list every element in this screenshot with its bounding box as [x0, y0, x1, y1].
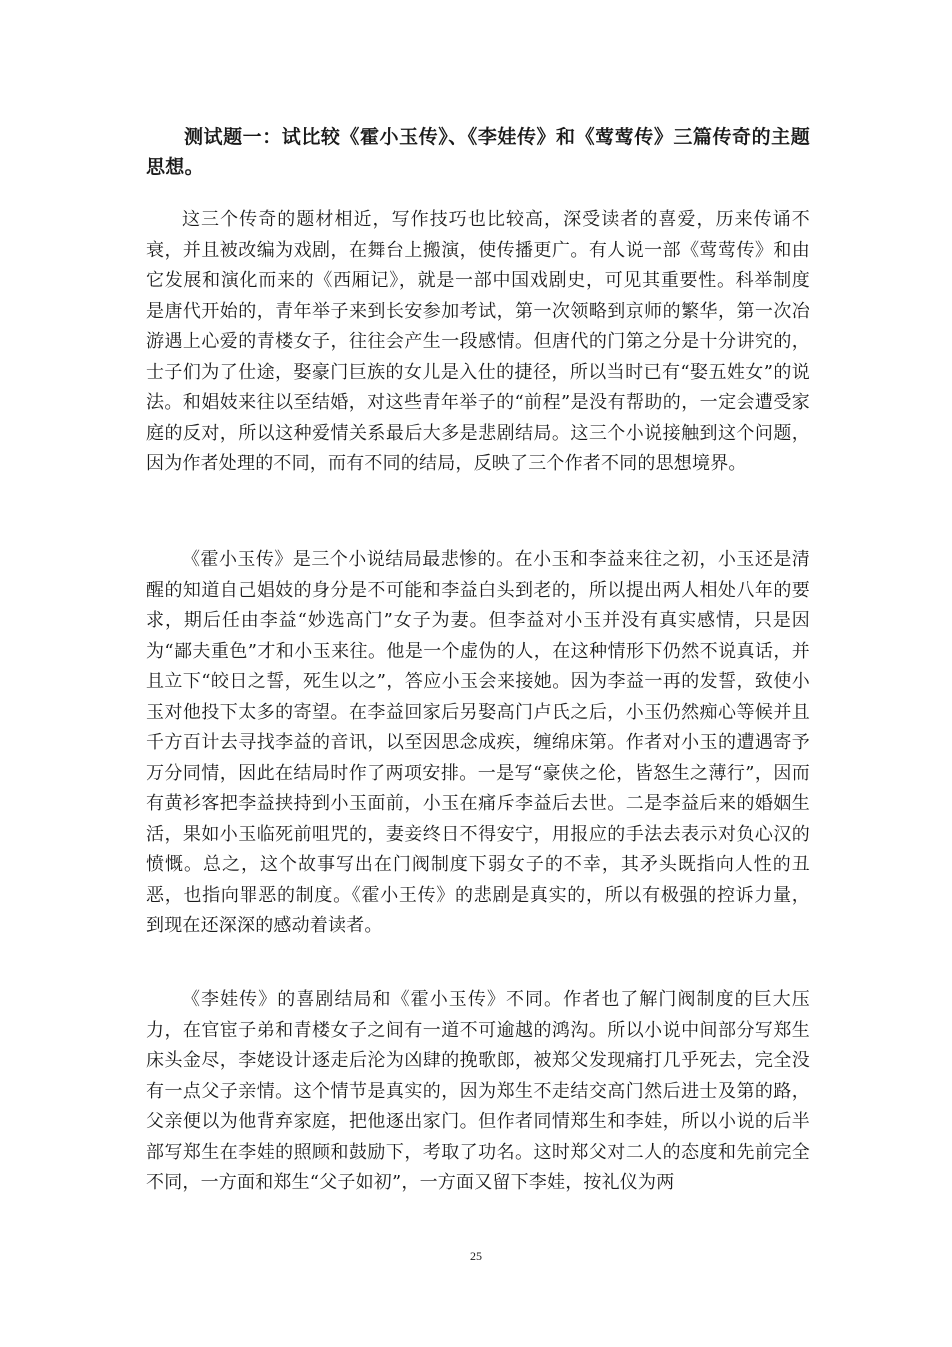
paragraph-li-wa: 《李娃传》的喜剧结局和《霍小玉传》不同。作者也了解门阀制度的巨大压力，在官宦子弟和青楼女子之间有一道不可逾越的鸿沟。所以小说中间部分写郑生床头金尽，李姥设计逐走后沦为凶肆的挽歌郎，被郑父发现痛打几乎死去，完全没有一点父子亲情。这个情节是真实的，因为郑生不走结交高门然后进士及第的路，父亲便以为他背弃家庭，把他逐出家门。但作者同情郑生和李娃，所以小说的后半部写郑生在李娃的照顾和鼓励下，考取了功名。这时郑父对二人的态度和先前完全不同，一方面和郑生“父子如初”，一方面又留下李娃，按礼仪为两 [146, 989, 810, 1193]
question-title: 测试题一：试比较《霍小玉传》、《李娃传》和《莺莺传》三篇传奇的主题思想。 [146, 126, 810, 178]
paragraph-intro: 这三个传奇的题材相近，写作技巧也比较高，深受读者的喜爱，历来传诵不衰，并且被改编为戏剧，在舞台上搬演，使传播更广。有人说一部《莺莺传》和由它发展和演化而来的《西厢记》，就是一部中国戏剧史，可见其重要性。科举制度是唐代开始的，青年举子来到长安参加考试，第一次领略到京师的繁华，第一次冶游遇上心爱的青楼女子，往往会产生一段感情。但唐代的门第之分是十分讲究的，士子们为了仕途，娶豪门巨族的女儿是入仕的捷径，所以当时已有“娶五姓女”的说法。和娼妓来往以至结婚，对这些青年举子的“前程”是没有帮助的，一定会遭受家庭的反对，所以这种爱情关系最后大多是悲剧结局。这三个小说接触到这个问题，因为作者处理的不同，而有不同的结局，反映了三个作者不同的思想境界。 [146, 209, 810, 474]
page-number: 25 [470, 1249, 482, 1263]
paragraph-huo-xiaoyu: 《霍小玉传》是三个小说结局最悲惨的。在小玉和李益来往之初，小玉还是清醒的知道自己娼妓的身分是不可能和李益白头到老的，所以提出两人相处八年的要求，期后任由李益“妙选高门”女子为妻。但李益对小玉并没有真实感情，只是因为“鄙夫重色”才和小玉来往。他是一个虚伪的人，在这种情形下仍然不说真话，并且立下“皎日之誓，死生以之”，答应小玉会来接她。因为李益一再的发誓，致使小玉对他投下太多的寄望。在李益回家后另娶高门卢氏之后，小玉仍然痴心等候并且千方百计去寻找李益的音讯，以至因思念成疾，缠绵床第。作者对小玉的遭遇寄予万分同情，因此在结局时作了两项安排。一是写“豪侠之伦，皆怒生之薄行”，因而有黄衫客把李益挟持到小玉面前，小玉在痛斥李益后去世。二是李益后来的婚姻生活，果如小玉临死前咀咒的，妻妾终日不得安宁，用报应的手法去表示对负心汉的愤慨。总之，这个故事写出在门阀制度下弱女子的不幸，其矛头既指向人性的丑恶，也指向罪恶的制度。《霍小王传》的悲剧是真实的，所以有极强的控诉力量，到现在还深深的感动着读者。 [146, 549, 810, 936]
